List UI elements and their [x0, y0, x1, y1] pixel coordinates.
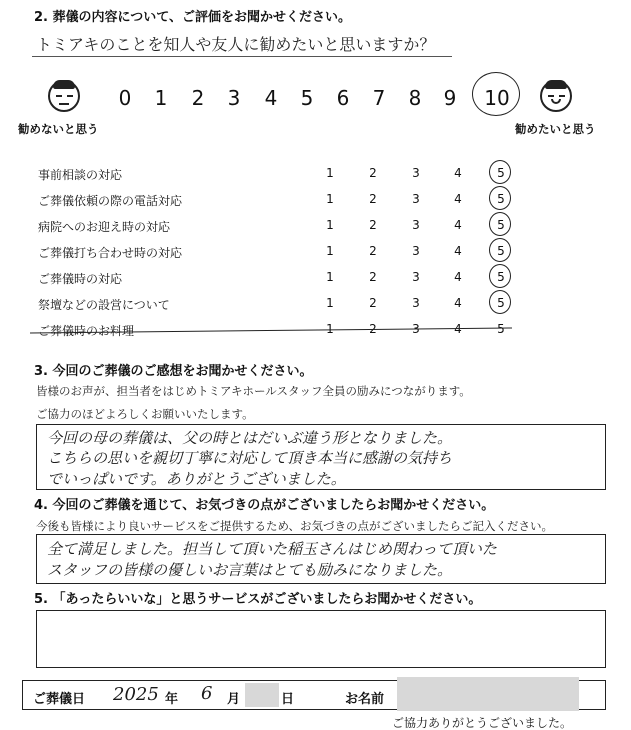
row-label: 病院へのお迎え時の対応 [38, 220, 171, 234]
rating-option[interactable]: 3 [412, 244, 420, 258]
rating-option[interactable]: 3 [412, 166, 420, 180]
rating-option-selected[interactable]: 5 [497, 244, 505, 258]
day-redaction [245, 683, 279, 707]
rating-option[interactable]: 4 [454, 192, 462, 206]
q4-answer-line: スタッフの皆様の優しいお言葉はとても励みになりました。 [47, 561, 453, 579]
year-label: 年 [165, 692, 179, 707]
right-scale-label: 勧めたいと思う [515, 122, 596, 136]
name-redaction [397, 677, 579, 711]
rating-option[interactable]: 3 [412, 192, 420, 206]
rating-option[interactable]: 1 [326, 296, 334, 310]
row-label: ご葬儀打ち合わせ時の対応 [38, 246, 183, 260]
rating-option[interactable]: 4 [454, 296, 462, 310]
q4-answer-box[interactable] [36, 534, 606, 584]
rating-option[interactable]: 4 [454, 218, 462, 232]
row-label: ご葬儀依頼の際の電話対応 [38, 194, 183, 208]
row-label: 事前相談の対応 [38, 168, 123, 182]
selected-circle-mark [489, 290, 511, 314]
rating-option-selected[interactable]: 5 [497, 192, 505, 206]
scale-option[interactable]: 4 [264, 86, 278, 110]
thanks-text: ご協力ありがとうございました。 [392, 716, 573, 730]
selected-circle-mark [489, 186, 511, 210]
rating-option[interactable]: 3 [412, 296, 420, 310]
selected-circle-mark [472, 72, 520, 116]
rating-option[interactable]: 2 [369, 244, 377, 258]
rating-option[interactable]: 1 [326, 270, 334, 284]
rating-option[interactable]: 4 [454, 270, 462, 284]
rating-option[interactable]: 4 [454, 244, 462, 258]
q5-answer-box[interactable] [36, 610, 606, 668]
scale-option[interactable]: 3 [227, 86, 241, 110]
sad-face-icon [48, 80, 80, 112]
scale-option[interactable]: 5 [300, 86, 314, 110]
scale-option[interactable]: 6 [336, 86, 350, 110]
rating-option[interactable]: 2 [369, 270, 377, 284]
selected-circle-mark [489, 160, 511, 184]
rating-option-selected[interactable]: 5 [497, 270, 505, 284]
rating-option[interactable]: 5 [497, 322, 505, 336]
year-value[interactable]: 2025 [113, 684, 159, 705]
q3-answer-line: でいっぱいです。ありがとうございました。 [47, 470, 346, 488]
scale-option[interactable]: 9 [443, 86, 457, 110]
q3-answer-line: 今回の母の葬儀は、父の時とはだいぶ違う形となりました。 [47, 429, 453, 447]
q3-title: 3. 今回のご葬儀のご感想をお聞かせください。 [34, 364, 313, 379]
q2-question-underline [32, 56, 452, 57]
month-label: 月 [227, 692, 241, 707]
rating-option[interactable]: 3 [412, 322, 420, 336]
rating-option[interactable]: 1 [326, 166, 334, 180]
rating-option[interactable]: 1 [326, 192, 334, 206]
rating-option[interactable]: 3 [412, 218, 420, 232]
rating-option[interactable]: 2 [369, 218, 377, 232]
day-label: 日 [281, 692, 295, 707]
q2-title: 2. 葬儀の内容について、ご評価をお聞かせください。 [34, 10, 351, 25]
scale-option[interactable]: 0 [118, 86, 132, 110]
selected-circle-mark [489, 238, 511, 262]
row-label: 祭壇などの設営について [38, 298, 170, 312]
rating-option[interactable]: 3 [412, 270, 420, 284]
rating-option[interactable]: 2 [369, 192, 377, 206]
q3-answer-line: こちらの思いを親切丁寧に対応して頂き本当に感謝の気持ち [47, 449, 453, 467]
rating-option[interactable]: 4 [454, 322, 462, 336]
rating-option[interactable]: 2 [369, 296, 377, 310]
q3-answer-box[interactable] [36, 424, 606, 490]
date-label: ご葬儀日 [33, 692, 86, 707]
rating-option[interactable]: 2 [369, 166, 377, 180]
q4-note: 今後も皆様により良いサービスをご提供するため、お気づきの点がございましたらご記入ください。 [36, 519, 554, 533]
q3-note-2: ご協力のほどよろしくお願いいたします。 [36, 407, 254, 421]
row-label-struck: ご葬儀時のお料理 [38, 324, 135, 338]
scale-option-selected[interactable]: 10 [484, 86, 510, 110]
selected-circle-mark [489, 212, 511, 236]
scale-option[interactable]: 2 [191, 86, 205, 110]
scale-option[interactable]: 1 [154, 86, 168, 110]
q4-title: 4. 今回のご葬儀を通じて、お気づきの点がございましたらお聞かせください。 [34, 498, 495, 513]
rating-option[interactable]: 1 [326, 218, 334, 232]
row-label: ご葬儀時の対応 [38, 272, 123, 286]
name-label: お名前 [345, 692, 385, 707]
q5-title: 5. 「あったらいいな」と思うサービスがございましたらお聞かせください。 [34, 592, 482, 607]
rating-option[interactable]: 1 [326, 244, 334, 258]
rating-option-selected[interactable]: 5 [497, 166, 505, 180]
rating-option[interactable]: 2 [369, 322, 377, 336]
footer-box [22, 680, 606, 710]
smile-face-icon [540, 80, 572, 112]
scale-option[interactable]: 7 [372, 86, 386, 110]
scale-option[interactable]: 8 [408, 86, 422, 110]
left-scale-label: 勧めないと思う [18, 122, 99, 136]
q3-note-1: 皆様のお声が、担当者をはじめトミアキホールスタッフ全員の励みにつながります。 [36, 384, 471, 398]
rating-option[interactable]: 4 [454, 166, 462, 180]
q2-question: トミアキのことを知人や友人に勧めたいと思いますか？ [36, 35, 436, 54]
month-value[interactable]: 6 [201, 683, 213, 704]
rating-option-selected[interactable]: 5 [497, 218, 505, 232]
rating-option-selected[interactable]: 5 [497, 296, 505, 310]
q4-answer-line: 全て満足しました。担当して頂いた稲玉さんはじめ関わって頂いた [47, 540, 497, 558]
selected-circle-mark [489, 264, 511, 288]
rating-option[interactable]: 1 [326, 322, 334, 336]
